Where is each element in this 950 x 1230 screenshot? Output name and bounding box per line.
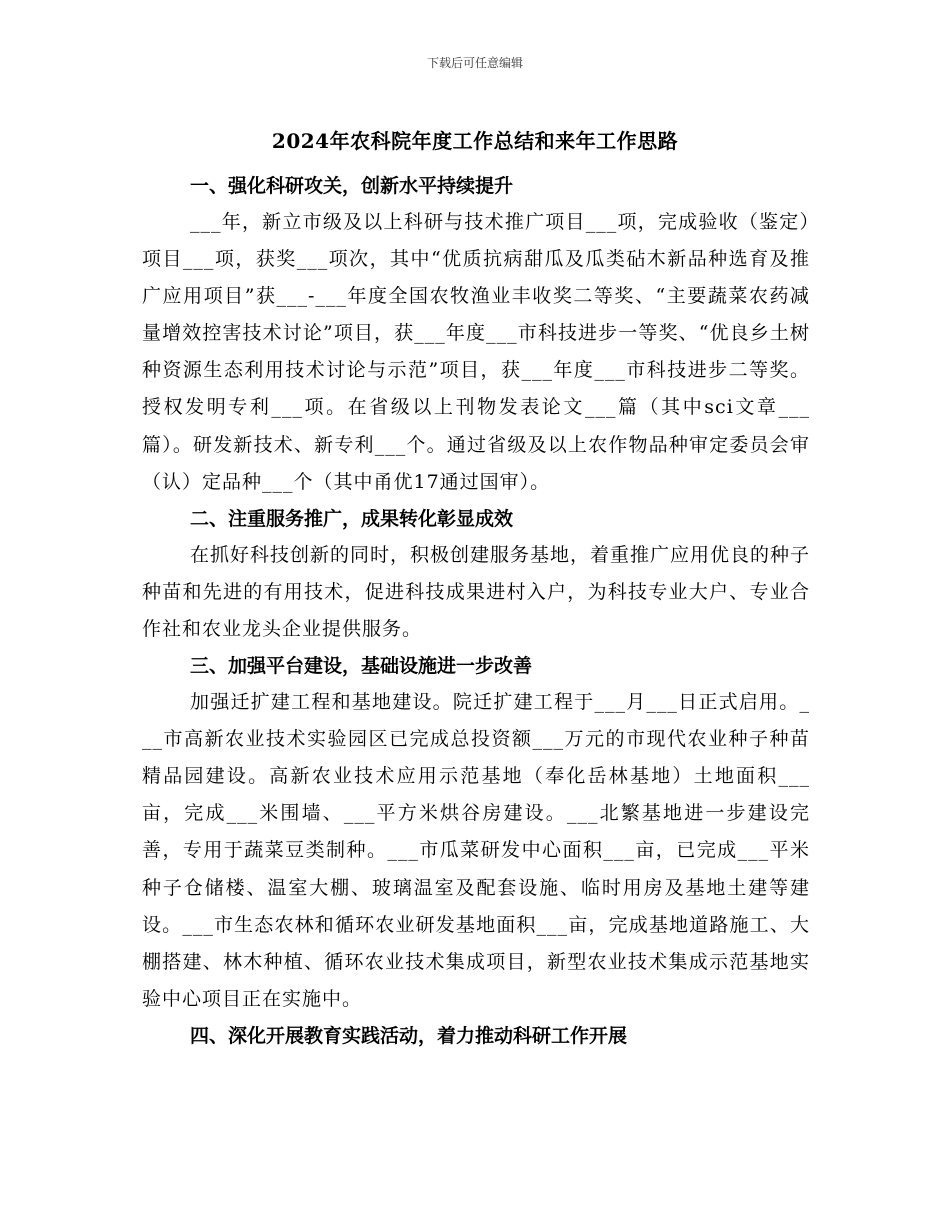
section-1 <box>142 168 810 501</box>
section-paragraph: ___年，新立市级及以上科研与技术推广项目___项，完成验收（鉴定）项目___项，获奖___项次，其中“优质抗病甜瓜及瓜类砧木新品种选育及推广应用项目”获___-___年度全国农牧渔业丰收奖二等奖、“主要蔬菜农药减量增效控害技术讨论”项目，获___年度___市科技进步一等奖、“优良乡土树种资源生态利用技术讨论与示范”项目，获___年度___市科技进步二等奖。授权发明专利___项。在省级以上刊物发表论文___篇（其中sci文章___篇）。研发新技术、新专利___个。通过省级及以上农作物品种审定委员会审（认）定品种___个（其中甬优17通过国审）。 <box>142 211 810 493</box>
page-header: 下载后可任意编辑 <box>426 56 523 70</box>
section-paragraph: 在抓好科技创新的同时，积极创建服务基地，着重推广应用优良的种子种苗和先进的有用技术，促进科技成果进村入户，为科技专业大户、专业合作社和农业龙头企业提供服务。 <box>142 543 811 640</box>
section-4 <box>142 1018 810 1054</box>
section-heading: 二、注重服务推广，成果转化彰显成效 <box>190 507 514 530</box>
section-3 <box>142 648 810 1018</box>
section-paragraph: 加强迁扩建工程和基地建设。院迁扩建工程于___月___日正式启用。___市高新农业技术实验园区已完成总投资额___万元的市现代农业种子种苗精品园建设。高新农业技术应用示范基地（奉化岳林基地）土地面积___亩，完成___米围墙、___平方米烘谷房建设。___北繁基地进一步建设完善，专用于蔬菜豆类制种。___市瓜菜研发中心面积___亩，已完成___平米种子仓储楼、温室大棚、玻璃温室及配套设施、临时用房及基地土建等建设。___市生态农林和循环农业研发基地面积___亩，完成基地道路施工、大棚搭建、林木种植、循环农业技术集成项目，新型农业技术集成示范基地实验中心项目正在实施中。 <box>142 691 810 1010</box>
section-heading: 一、强化科研攻关，创新水平持续提升 <box>190 175 514 197</box>
document-body <box>142 168 810 1054</box>
section-2 <box>142 501 810 648</box>
section-heading: 三、加强平台建设，基础设施进一步改善 <box>190 655 533 678</box>
document-title: 2024年农科院年度工作总结和来年工作思路 <box>271 129 679 153</box>
section-heading: 四、深化开展教育实践活动，着力推动科研工作开展 <box>190 1024 628 1047</box>
